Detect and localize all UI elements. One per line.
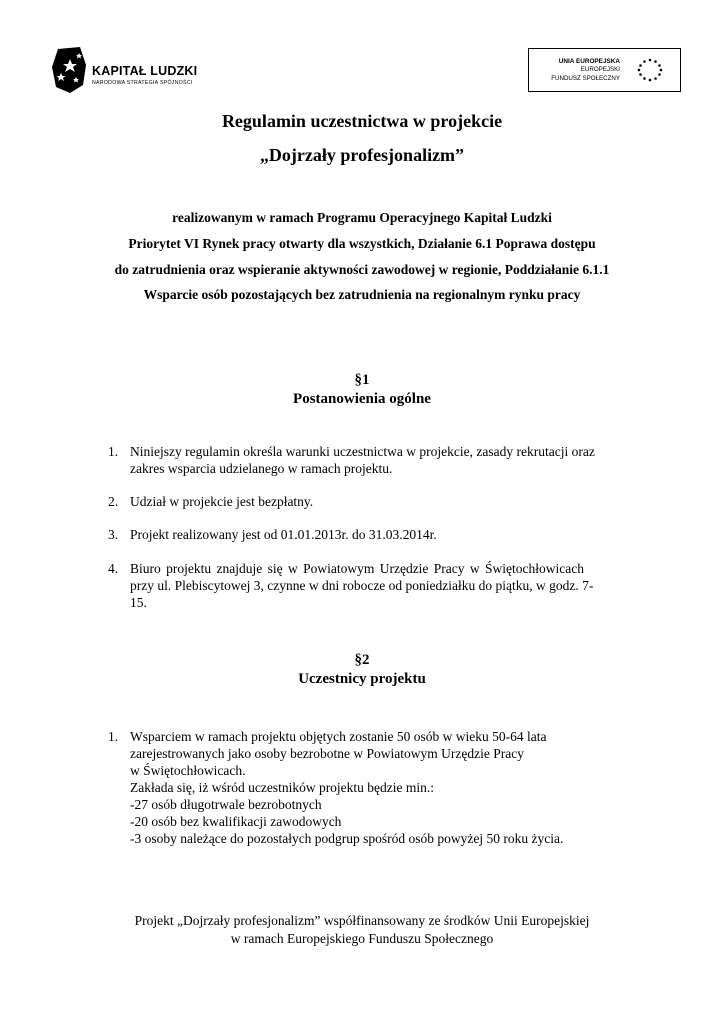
item-number: 1. (108, 444, 119, 459)
eu-logo-text (551, 58, 620, 83)
item-text: 15. (130, 595, 147, 610)
kapital-ludzki-logo (50, 45, 220, 95)
eu-line1: UNIA EUROPEJSKA (558, 58, 620, 65)
item-text: Niniejszy regulamin określa warunki uczestnictwa w projekcie, zasady rekrutacji oraz (130, 444, 595, 459)
item-text: Projekt realizowany jest od 01.01.2013r. do 31.03.2014r. (130, 527, 437, 542)
item-text: -20 osób bez kwalifikacji zawodowych (130, 814, 342, 829)
logo-name: KAPITAŁ LUDZKI (92, 64, 198, 78)
list-item (108, 526, 638, 543)
subtitle-line-1: realizowanym w ramach Programu Operacyjnego Kapitał Ludzki (172, 210, 552, 225)
subtitle-line-4: Wsparcie osób pozostających bez zatrudnienia na regionalnym rynku pracy (143, 287, 581, 302)
document-title: Regulamin uczestnictwa w projekcie (221, 111, 503, 131)
item-text: Udział w projekcie jest bezpłatny. (130, 494, 314, 509)
list-item (108, 560, 638, 611)
kapital-ludzki-emblem-icon (50, 45, 90, 95)
logo-tagline: NARODOWA STRATEGIA SPÓJNOŚCI (92, 80, 193, 86)
subtitle-line-3: do zatrudnienia oraz wspieranie aktywności zawodowej w regionie, Poddziałanie 6.1.1 (114, 262, 610, 277)
item-number: 2. (108, 494, 119, 509)
item-number: 1. (108, 729, 119, 744)
section1-symbol: §1 (354, 372, 370, 388)
eu-logo (528, 48, 681, 92)
item-text: w Świętochłowicach. (130, 763, 246, 778)
eu-flag-icon (628, 55, 672, 85)
item-number: 3. (108, 527, 119, 542)
project-name: „Dojrzały profesjonalizm” (259, 145, 465, 165)
subtitle-line-2: Priorytet VI Rynek pracy otwarty dla wszystkich, Działanie 6.1 Poprawa dostępu (128, 236, 596, 251)
item-text: zakres wsparcia udzielanego w ramach projektu. (130, 461, 393, 476)
item-text: zarejestrowanych jako osoby bezrobotne w Powiatowym Urzędzie Pracy (130, 746, 524, 761)
section2-title: Uczestnicy projektu (298, 671, 426, 687)
item-text: Zakłada się, iż wśród uczestników projektu będzie min.: (130, 780, 435, 795)
section1-title: Postanowienia ogólne (293, 391, 431, 407)
list-item (108, 728, 638, 847)
item-text: Wsparciem w ramach projektu objętych zostanie 50 osób w wieku 50-64 lata (130, 729, 547, 744)
list-item (108, 443, 638, 477)
item-text: -27 osób długotrwale bezrobotnych (130, 797, 322, 812)
item-number: 4. (108, 561, 119, 576)
footer-line-2: w ramach Europejskiego Funduszu Społecznego (230, 931, 494, 946)
list-item (108, 493, 638, 510)
section2-symbol: §2 (354, 652, 370, 668)
eu-line3: FUNDUSZ SPOŁECZNY (551, 74, 620, 82)
item-text: przy ul. Plebiscytowej 3, czynne w dni robocze od poniedziałku do piątku, w godz. 7- (130, 578, 594, 593)
footer-line-1: Projekt „Dojrzały profesjonalizm” współfinansowany ze środków Unii Europejskiej (134, 913, 590, 928)
eu-line2: EUROPEJSKI (580, 66, 620, 74)
item-text: -3 osoby należące do pozostałych podgrup spośród osób powyżej 50 roku życia. (130, 831, 564, 846)
item-text: Biuro projektu znajduje się w Powiatowym Urzędzie Pracy w Świętochłowicach (130, 561, 585, 576)
